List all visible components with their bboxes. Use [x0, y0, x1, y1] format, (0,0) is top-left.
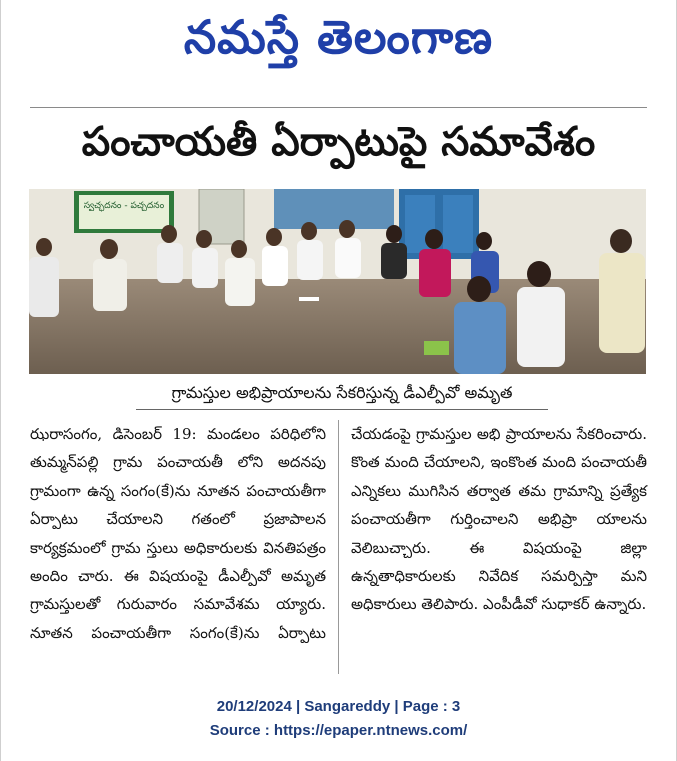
article-body	[30, 420, 647, 674]
headline-top-rule	[30, 107, 647, 108]
footer-date-line: 20/12/2024 | Sangareddy | Page : 3	[216, 698, 461, 715]
article-body-text: ఝరాసంగం, డిసెంబర్ 19: మండలం పరిధిలోని తుమ్మన్‌పల్లి గ్రామ పంచాయతీ లోని అదనపు గ్రామంగా ఉన్న సంగం(కే)ను నూతన పంచాయతీగా ఏర్పాటు చేయాలని గతంలో ప్రజాపాలన కార్యక్రమంలో గ్రామ స్తులు అధికారులకు వినతిపత్రం అందిం చారు. ఈ విషయంపై డీఎల్పీవో అమృత గ్రామస్తులతో గురువారం సమావేశమ య్యారు. నూతన పంచాయతీగా సంగం(కే)ను ఏర్పాటు చేయడంపై గ్రామస్తుల అభి ప్రాయాలను సేకరించారు. కొంత మంది చేయాలని, ఇంకొంత మంది పంచాయతీ ఎన్నికలు ముగిసిన తర్వాత తమ గ్రామాన్ని ప్రత్యేక పంచాయతీగా గుర్తించాలని అభిప్రా యాలను వెలిబుచ్చారు. ఈ విషయంపై జిల్లా ఉన్నతాధికారులకు నివేదిక సమర్పిస్తా మని అధికారులు తెలిపారు. ఎంపీడీవో సుధాకర్ ఉన్నారు.	[30, 425, 647, 642]
article-headline: పంచాయతీ ఏర్పాటుపై సమావేశం	[81, 119, 596, 165]
svg-text:స్వచ్ఛదనం - పచ్చదనం: స్వచ్ఛదనం - పచ్చదనం	[83, 201, 165, 211]
newspaper-masthead: నమస్తే తెలంగాణ	[183, 10, 494, 64]
footer-source-line: Source : https://epaper.ntnews.com/	[209, 722, 468, 739]
caption-rule	[136, 409, 548, 410]
article-photo	[29, 189, 646, 374]
photo-caption: గ్రామస్తుల అభిప్రాయాలను సేకరిస్తున్న డీఎల్పీవో అమృత	[171, 383, 513, 402]
wall-banner	[74, 191, 174, 233]
